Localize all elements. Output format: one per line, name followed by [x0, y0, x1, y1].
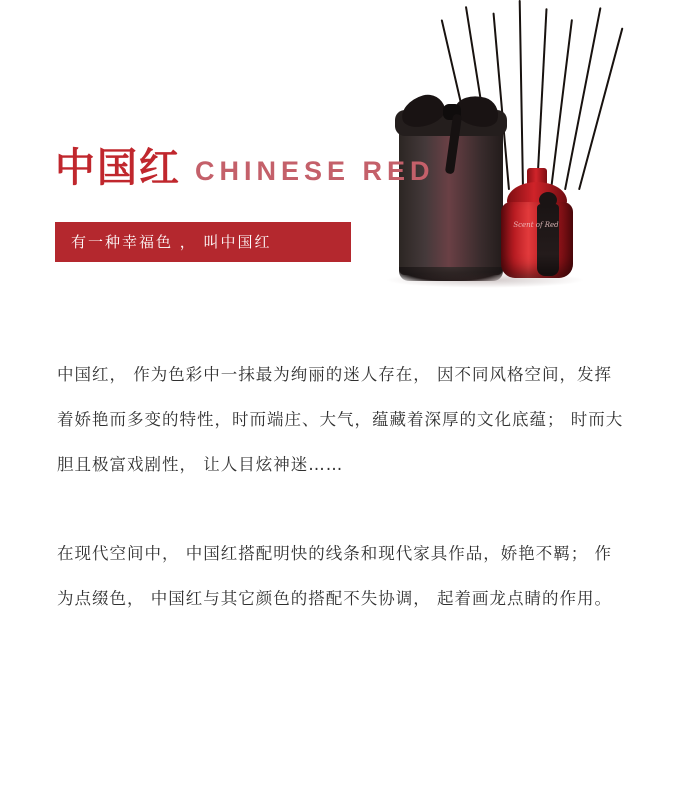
page-title-en: CHINESE RED [195, 156, 435, 186]
subtitle-banner: 有一种幸福色 ， 叫中国红 [55, 222, 351, 262]
product-shadow [385, 272, 585, 288]
body-copy [57, 352, 627, 621]
paragraph-2: 在现代空间中， 中国红搭配明快的线条和现代家具作品，娇艳不羁； 作为点缀色， 中国红与其它颜色的搭配不失协调， 起着画龙点睛的作用。 [57, 544, 612, 608]
diffuser-bottle-icon [497, 168, 577, 280]
gift-box-icon [399, 120, 503, 275]
bottle-label: Scent of Red [513, 221, 559, 229]
title-row [55, 145, 435, 191]
page-title-cn: 中国红 [55, 145, 181, 191]
paragraph-1: 中国红， 作为色彩中一抹最为绚丽的迷人存在， 因不同风格空间，发挥着娇艳而多变的特性，时而端庄、大气，蕴藏着深厚的文化底蕴； 时而大胆且极富戏剧性， 让人目炫神迷…… [57, 365, 624, 474]
hero-section [0, 0, 679, 320]
